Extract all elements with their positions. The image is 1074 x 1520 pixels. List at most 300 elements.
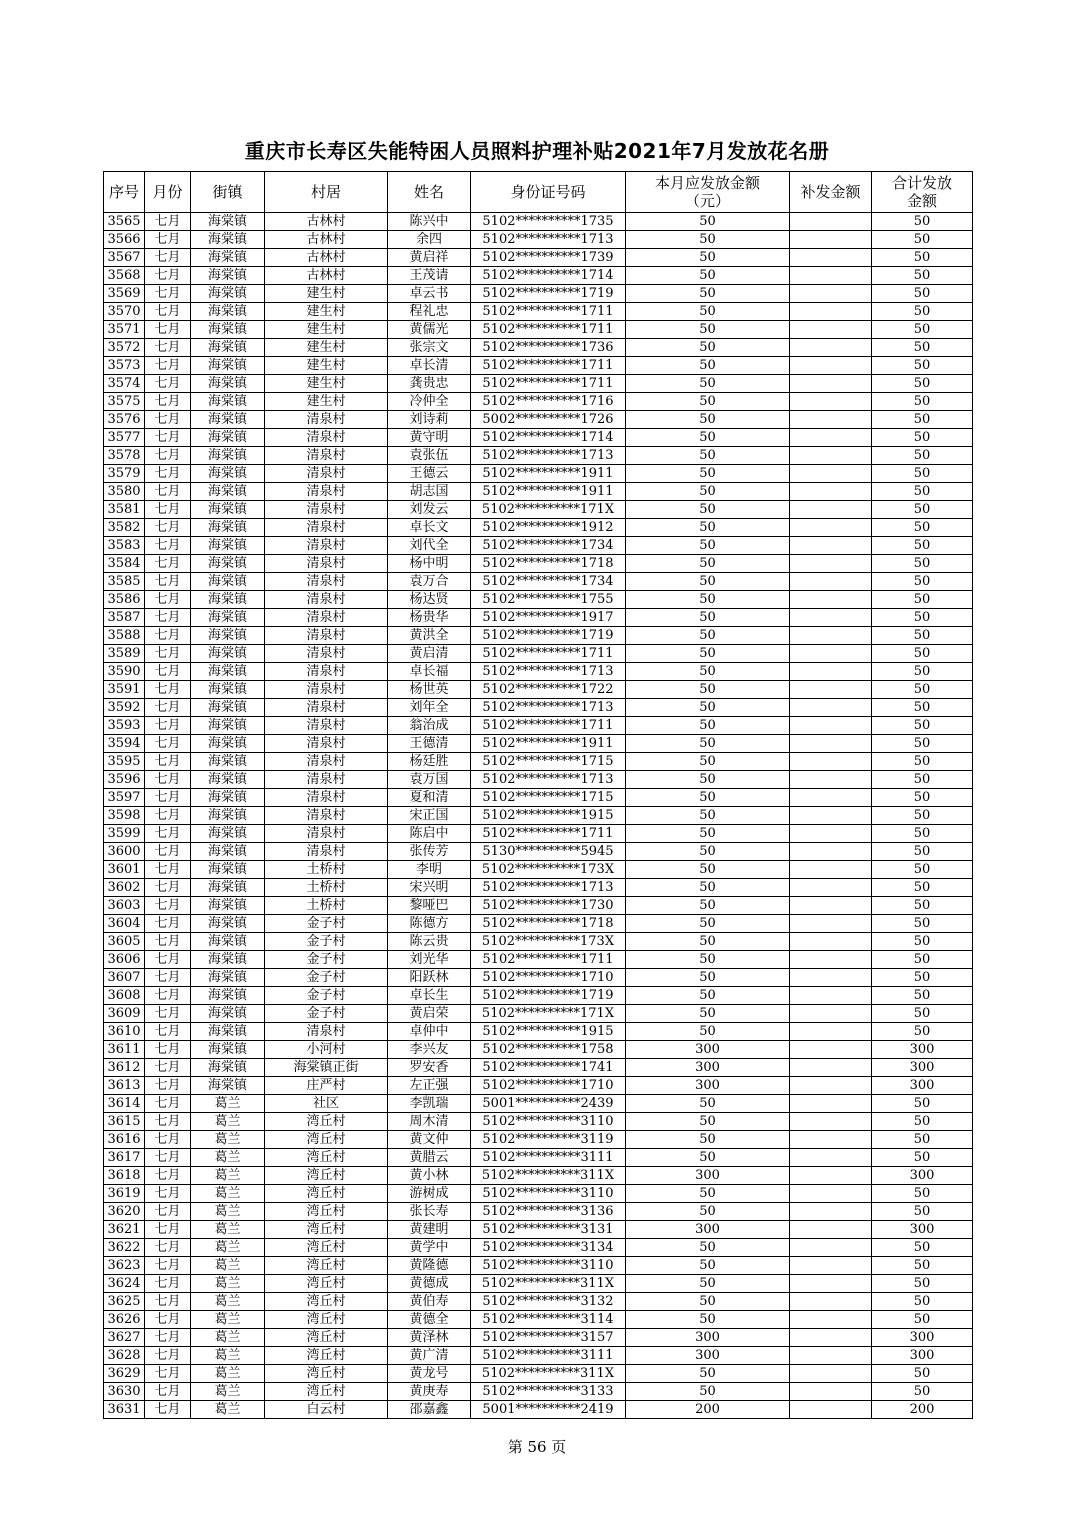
- serial-cell: 3630: [104, 1383, 145, 1401]
- amount-cell: 50: [626, 789, 790, 807]
- table-row: [104, 1203, 973, 1221]
- name-cell: 张长寿: [388, 1203, 471, 1221]
- serial-cell: 3587: [104, 609, 145, 627]
- month-cell: 七月: [145, 1095, 191, 1113]
- supplement-cell: [790, 987, 872, 1005]
- town-cell: 葛兰: [191, 1401, 265, 1419]
- table-row: [104, 843, 973, 861]
- month-cell: 七月: [145, 699, 191, 717]
- id-number-cell: 5102**********1719: [471, 987, 626, 1005]
- village-cell: 清泉村: [265, 843, 388, 861]
- supplement-cell: [790, 357, 872, 375]
- name-cell: 黄建明: [388, 1221, 471, 1239]
- name-cell: 邵嘉鑫: [388, 1401, 471, 1419]
- amount-cell: 50: [626, 411, 790, 429]
- amount-cell: 50: [626, 933, 790, 951]
- amount-cell: 50: [626, 843, 790, 861]
- id-number-cell: 5102**********1716: [471, 393, 626, 411]
- town-cell: 海棠镇: [191, 519, 265, 537]
- id-number-cell: 5102**********173X: [471, 861, 626, 879]
- name-cell: 李明: [388, 861, 471, 879]
- village-cell: 清泉村: [265, 501, 388, 519]
- serial-cell: 3628: [104, 1347, 145, 1365]
- total-cell: 300: [872, 1347, 973, 1365]
- id-number-cell: 5102**********1713: [471, 663, 626, 681]
- table-row: [104, 1293, 973, 1311]
- village-cell: 湾丘村: [265, 1221, 388, 1239]
- town-cell: 海棠镇: [191, 681, 265, 699]
- town-cell: 海棠镇: [191, 411, 265, 429]
- total-cell: 50: [872, 951, 973, 969]
- month-cell: 七月: [145, 1239, 191, 1257]
- total-cell: 50: [872, 1005, 973, 1023]
- total-cell: 50: [872, 1131, 973, 1149]
- id-number-cell: 5102**********1710: [471, 1077, 626, 1095]
- month-cell: 七月: [145, 1347, 191, 1365]
- serial-cell: 3617: [104, 1149, 145, 1167]
- id-number-cell: 5102**********3133: [471, 1383, 626, 1401]
- serial-cell: 3602: [104, 879, 145, 897]
- total-cell: 50: [872, 609, 973, 627]
- village-cell: 清泉村: [265, 537, 388, 555]
- town-cell: 海棠镇: [191, 735, 265, 753]
- amount-cell: 50: [626, 915, 790, 933]
- name-cell: 卓长清: [388, 357, 471, 375]
- amount-cell: 50: [626, 861, 790, 879]
- village-cell: 金子村: [265, 969, 388, 987]
- id-number-cell: 5102**********1741: [471, 1059, 626, 1077]
- town-cell: 海棠镇: [191, 1023, 265, 1041]
- serial-cell: 3609: [104, 1005, 145, 1023]
- month-cell: 七月: [145, 249, 191, 267]
- amount-cell: 50: [626, 717, 790, 735]
- village-cell: 建生村: [265, 339, 388, 357]
- town-cell: 葛兰: [191, 1257, 265, 1275]
- serial-cell: 3603: [104, 897, 145, 915]
- village-cell: 建生村: [265, 303, 388, 321]
- column-header: 姓名: [388, 172, 471, 213]
- serial-cell: 3600: [104, 843, 145, 861]
- total-cell: 300: [872, 1221, 973, 1239]
- supplement-cell: [790, 1131, 872, 1149]
- town-cell: 海棠镇: [191, 501, 265, 519]
- supplement-cell: [790, 699, 872, 717]
- month-cell: 七月: [145, 951, 191, 969]
- amount-cell: 50: [626, 519, 790, 537]
- town-cell: 葛兰: [191, 1167, 265, 1185]
- town-cell: 葛兰: [191, 1365, 265, 1383]
- table-row: [104, 1023, 973, 1041]
- supplement-cell: [790, 213, 872, 231]
- table-row: [104, 951, 973, 969]
- town-cell: 葛兰: [191, 1383, 265, 1401]
- total-cell: 50: [872, 321, 973, 339]
- id-number-cell: 5102**********1912: [471, 519, 626, 537]
- village-cell: 湾丘村: [265, 1149, 388, 1167]
- month-cell: 七月: [145, 519, 191, 537]
- name-cell: 王德云: [388, 465, 471, 483]
- supplement-cell: [790, 1041, 872, 1059]
- total-cell: 50: [872, 717, 973, 735]
- amount-cell: 300: [626, 1041, 790, 1059]
- amount-cell: 50: [626, 681, 790, 699]
- id-number-cell: 5102**********1915: [471, 807, 626, 825]
- supplement-cell: [790, 303, 872, 321]
- village-cell: 清泉村: [265, 1023, 388, 1041]
- total-cell: 50: [872, 879, 973, 897]
- supplement-cell: [790, 807, 872, 825]
- amount-cell: 300: [626, 1347, 790, 1365]
- name-cell: 刘年全: [388, 699, 471, 717]
- id-number-cell: 5102**********1711: [471, 321, 626, 339]
- name-cell: 胡志国: [388, 483, 471, 501]
- table-row: [104, 861, 973, 879]
- table-row: [104, 1149, 973, 1167]
- id-number-cell: 5102**********1719: [471, 285, 626, 303]
- village-cell: 金子村: [265, 951, 388, 969]
- table-row: [104, 555, 973, 573]
- supplement-cell: [790, 465, 872, 483]
- month-cell: 七月: [145, 933, 191, 951]
- month-cell: 七月: [145, 861, 191, 879]
- id-number-cell: 5102**********1736: [471, 339, 626, 357]
- month-cell: 七月: [145, 1185, 191, 1203]
- total-cell: 50: [872, 969, 973, 987]
- id-number-cell: 5102**********1718: [471, 555, 626, 573]
- roster-table: [103, 171, 973, 1419]
- table-row: [104, 519, 973, 537]
- total-cell: 50: [872, 807, 973, 825]
- column-header: 序号: [104, 172, 145, 213]
- table-row: [104, 429, 973, 447]
- table-row: [104, 1383, 973, 1401]
- table-row: [104, 663, 973, 681]
- name-cell: 周木清: [388, 1113, 471, 1131]
- name-cell: 杨中明: [388, 555, 471, 573]
- table-row: [104, 1185, 973, 1203]
- month-cell: 七月: [145, 411, 191, 429]
- serial-cell: 3568: [104, 267, 145, 285]
- town-cell: 海棠镇: [191, 483, 265, 501]
- amount-cell: 50: [626, 969, 790, 987]
- supplement-cell: [790, 609, 872, 627]
- name-cell: 陈启中: [388, 825, 471, 843]
- total-cell: 50: [872, 699, 973, 717]
- total-cell: 200: [872, 1401, 973, 1419]
- serial-cell: 3581: [104, 501, 145, 519]
- supplement-cell: [790, 1023, 872, 1041]
- month-cell: 七月: [145, 789, 191, 807]
- id-number-cell: 5102**********1714: [471, 267, 626, 285]
- total-cell: 50: [872, 1293, 973, 1311]
- name-cell: 卓云书: [388, 285, 471, 303]
- id-number-cell: 5102**********171X: [471, 1005, 626, 1023]
- table-row: [104, 1167, 973, 1185]
- village-cell: 清泉村: [265, 825, 388, 843]
- serial-cell: 3623: [104, 1257, 145, 1275]
- name-cell: 余四: [388, 231, 471, 249]
- total-cell: 50: [872, 519, 973, 537]
- id-number-cell: 5102**********1758: [471, 1041, 626, 1059]
- total-cell: 50: [872, 1275, 973, 1293]
- town-cell: 海棠镇: [191, 987, 265, 1005]
- supplement-cell: [790, 1365, 872, 1383]
- amount-cell: 50: [626, 231, 790, 249]
- supplement-cell: [790, 1383, 872, 1401]
- amount-cell: 50: [626, 483, 790, 501]
- id-number-cell: 5102**********3111: [471, 1149, 626, 1167]
- supplement-cell: [790, 537, 872, 555]
- village-cell: 土桥村: [265, 879, 388, 897]
- amount-cell: 50: [626, 267, 790, 285]
- village-cell: 清泉村: [265, 771, 388, 789]
- table-row: [104, 1041, 973, 1059]
- month-cell: 七月: [145, 1329, 191, 1347]
- village-cell: 建生村: [265, 375, 388, 393]
- village-cell: 金子村: [265, 915, 388, 933]
- serial-cell: 3566: [104, 231, 145, 249]
- total-cell: 50: [872, 1023, 973, 1041]
- town-cell: 海棠镇: [191, 321, 265, 339]
- town-cell: 海棠镇: [191, 807, 265, 825]
- name-cell: 冷仲全: [388, 393, 471, 411]
- id-number-cell: 5102**********1715: [471, 789, 626, 807]
- supplement-cell: [790, 393, 872, 411]
- column-header: 身份证号码: [471, 172, 626, 213]
- serial-cell: 3629: [104, 1365, 145, 1383]
- town-cell: 葛兰: [191, 1095, 265, 1113]
- serial-cell: 3588: [104, 627, 145, 645]
- name-cell: 宋正国: [388, 807, 471, 825]
- month-cell: 七月: [145, 591, 191, 609]
- id-number-cell: 5102**********3114: [471, 1311, 626, 1329]
- town-cell: 海棠镇: [191, 213, 265, 231]
- town-cell: 葛兰: [191, 1293, 265, 1311]
- month-cell: 七月: [145, 555, 191, 573]
- name-cell: 卓仲中: [388, 1023, 471, 1041]
- month-cell: 七月: [145, 267, 191, 285]
- id-number-cell: 5130**********5945: [471, 843, 626, 861]
- id-number-cell: 5102**********311X: [471, 1365, 626, 1383]
- total-cell: 300: [872, 1059, 973, 1077]
- serial-cell: 3605: [104, 933, 145, 951]
- village-cell: 湾丘村: [265, 1239, 388, 1257]
- village-cell: 金子村: [265, 987, 388, 1005]
- amount-cell: 300: [626, 1059, 790, 1077]
- total-cell: 50: [872, 897, 973, 915]
- supplement-cell: [790, 1113, 872, 1131]
- serial-cell: 3570: [104, 303, 145, 321]
- village-cell: 海棠镇正街: [265, 1059, 388, 1077]
- town-cell: 海棠镇: [191, 1005, 265, 1023]
- month-cell: 七月: [145, 1131, 191, 1149]
- serial-cell: 3575: [104, 393, 145, 411]
- name-cell: 卓长文: [388, 519, 471, 537]
- id-number-cell: 5001**********2439: [471, 1095, 626, 1113]
- table-row: [104, 357, 973, 375]
- town-cell: 海棠镇: [191, 843, 265, 861]
- serial-cell: 3625: [104, 1293, 145, 1311]
- table-row: [104, 771, 973, 789]
- town-cell: 葛兰: [191, 1185, 265, 1203]
- id-number-cell: 5102**********1711: [471, 303, 626, 321]
- id-number-cell: 5102**********311X: [471, 1167, 626, 1185]
- amount-cell: 50: [626, 825, 790, 843]
- month-cell: 七月: [145, 1257, 191, 1275]
- id-number-cell: 5102**********1739: [471, 249, 626, 267]
- table-row: [104, 375, 973, 393]
- id-number-cell: 5102**********3119: [471, 1131, 626, 1149]
- name-cell: 龚贵忠: [388, 375, 471, 393]
- total-cell: 300: [872, 1077, 973, 1095]
- table-row: [104, 447, 973, 465]
- name-cell: 黄洪全: [388, 627, 471, 645]
- supplement-cell: [790, 861, 872, 879]
- table-row: [104, 285, 973, 303]
- table-row: [104, 303, 973, 321]
- id-number-cell: 5102**********3110: [471, 1185, 626, 1203]
- town-cell: 海棠镇: [191, 663, 265, 681]
- month-cell: 七月: [145, 1113, 191, 1131]
- amount-cell: 50: [626, 627, 790, 645]
- supplement-cell: [790, 951, 872, 969]
- town-cell: 葛兰: [191, 1203, 265, 1221]
- supplement-cell: [790, 321, 872, 339]
- total-cell: 50: [872, 1383, 973, 1401]
- serial-cell: 3567: [104, 249, 145, 267]
- name-cell: 杨世英: [388, 681, 471, 699]
- month-cell: 七月: [145, 537, 191, 555]
- month-cell: 七月: [145, 717, 191, 735]
- supplement-cell: [790, 1401, 872, 1419]
- month-cell: 七月: [145, 231, 191, 249]
- name-cell: 黄隆德: [388, 1257, 471, 1275]
- village-cell: 湾丘村: [265, 1275, 388, 1293]
- name-cell: 杨达贤: [388, 591, 471, 609]
- supplement-cell: [790, 771, 872, 789]
- village-cell: 清泉村: [265, 609, 388, 627]
- total-cell: 50: [872, 915, 973, 933]
- serial-cell: 3610: [104, 1023, 145, 1041]
- table-row: [104, 573, 973, 591]
- total-cell: 50: [872, 1095, 973, 1113]
- name-cell: 陈兴中: [388, 213, 471, 231]
- id-number-cell: 5102**********173X: [471, 933, 626, 951]
- serial-cell: 3591: [104, 681, 145, 699]
- table-header-row: [104, 172, 973, 213]
- name-cell: 黄启祥: [388, 249, 471, 267]
- table-row: [104, 879, 973, 897]
- town-cell: 海棠镇: [191, 771, 265, 789]
- amount-cell: 50: [626, 771, 790, 789]
- serial-cell: 3582: [104, 519, 145, 537]
- id-number-cell: 5102**********1710: [471, 969, 626, 987]
- supplement-cell: [790, 339, 872, 357]
- month-cell: 七月: [145, 681, 191, 699]
- amount-cell: 50: [626, 303, 790, 321]
- amount-cell: 50: [626, 897, 790, 915]
- serial-cell: 3592: [104, 699, 145, 717]
- month-cell: 七月: [145, 465, 191, 483]
- supplement-cell: [790, 1293, 872, 1311]
- month-cell: 七月: [145, 627, 191, 645]
- month-cell: 七月: [145, 1167, 191, 1185]
- month-cell: 七月: [145, 357, 191, 375]
- id-number-cell: 5102**********1911: [471, 465, 626, 483]
- amount-cell: 50: [626, 1095, 790, 1113]
- id-number-cell: 5102**********3111: [471, 1347, 626, 1365]
- amount-cell: 50: [626, 807, 790, 825]
- id-number-cell: 5102**********1734: [471, 537, 626, 555]
- month-cell: 七月: [145, 1275, 191, 1293]
- supplement-cell: [790, 735, 872, 753]
- town-cell: 海棠镇: [191, 753, 265, 771]
- table-row: [104, 1077, 973, 1095]
- serial-cell: 3585: [104, 573, 145, 591]
- id-number-cell: 5102**********1714: [471, 429, 626, 447]
- month-cell: 七月: [145, 1077, 191, 1095]
- month-cell: 七月: [145, 1365, 191, 1383]
- amount-cell: 50: [626, 879, 790, 897]
- id-number-cell: 5102**********1730: [471, 897, 626, 915]
- village-cell: 湾丘村: [265, 1131, 388, 1149]
- id-number-cell: 5102**********311X: [471, 1275, 626, 1293]
- amount-cell: 50: [626, 1023, 790, 1041]
- name-cell: 黄文仲: [388, 1131, 471, 1149]
- id-number-cell: 5102**********1711: [471, 951, 626, 969]
- id-number-cell: 5102**********1735: [471, 213, 626, 231]
- total-cell: 50: [872, 1365, 973, 1383]
- town-cell: 海棠镇: [191, 969, 265, 987]
- village-cell: 社区: [265, 1095, 388, 1113]
- town-cell: 海棠镇: [191, 609, 265, 627]
- amount-cell: 50: [626, 573, 790, 591]
- month-cell: 七月: [145, 609, 191, 627]
- village-cell: 清泉村: [265, 483, 388, 501]
- id-number-cell: 5102**********1711: [471, 825, 626, 843]
- town-cell: 葛兰: [191, 1329, 265, 1347]
- table-row: [104, 897, 973, 915]
- town-cell: 海棠镇: [191, 357, 265, 375]
- total-cell: 50: [872, 1239, 973, 1257]
- supplement-cell: [790, 879, 872, 897]
- supplement-cell: [790, 231, 872, 249]
- village-cell: 清泉村: [265, 627, 388, 645]
- name-cell: 张传芳: [388, 843, 471, 861]
- town-cell: 海棠镇: [191, 267, 265, 285]
- total-cell: 50: [872, 249, 973, 267]
- column-header: 补发金额: [790, 172, 872, 213]
- month-cell: 七月: [145, 483, 191, 501]
- amount-cell: 50: [626, 1149, 790, 1167]
- supplement-cell: [790, 1059, 872, 1077]
- month-cell: 七月: [145, 393, 191, 411]
- name-cell: 李凯瑞: [388, 1095, 471, 1113]
- name-cell: 黄小林: [388, 1167, 471, 1185]
- supplement-cell: [790, 483, 872, 501]
- town-cell: 海棠镇: [191, 933, 265, 951]
- supplement-cell: [790, 573, 872, 591]
- serial-cell: 3565: [104, 213, 145, 231]
- total-cell: 50: [872, 303, 973, 321]
- total-cell: 50: [872, 411, 973, 429]
- name-cell: 黄泽林: [388, 1329, 471, 1347]
- supplement-cell: [790, 1221, 872, 1239]
- id-number-cell: 5102**********3136: [471, 1203, 626, 1221]
- id-number-cell: 5102**********171X: [471, 501, 626, 519]
- supplement-cell: [790, 519, 872, 537]
- village-cell: 建生村: [265, 285, 388, 303]
